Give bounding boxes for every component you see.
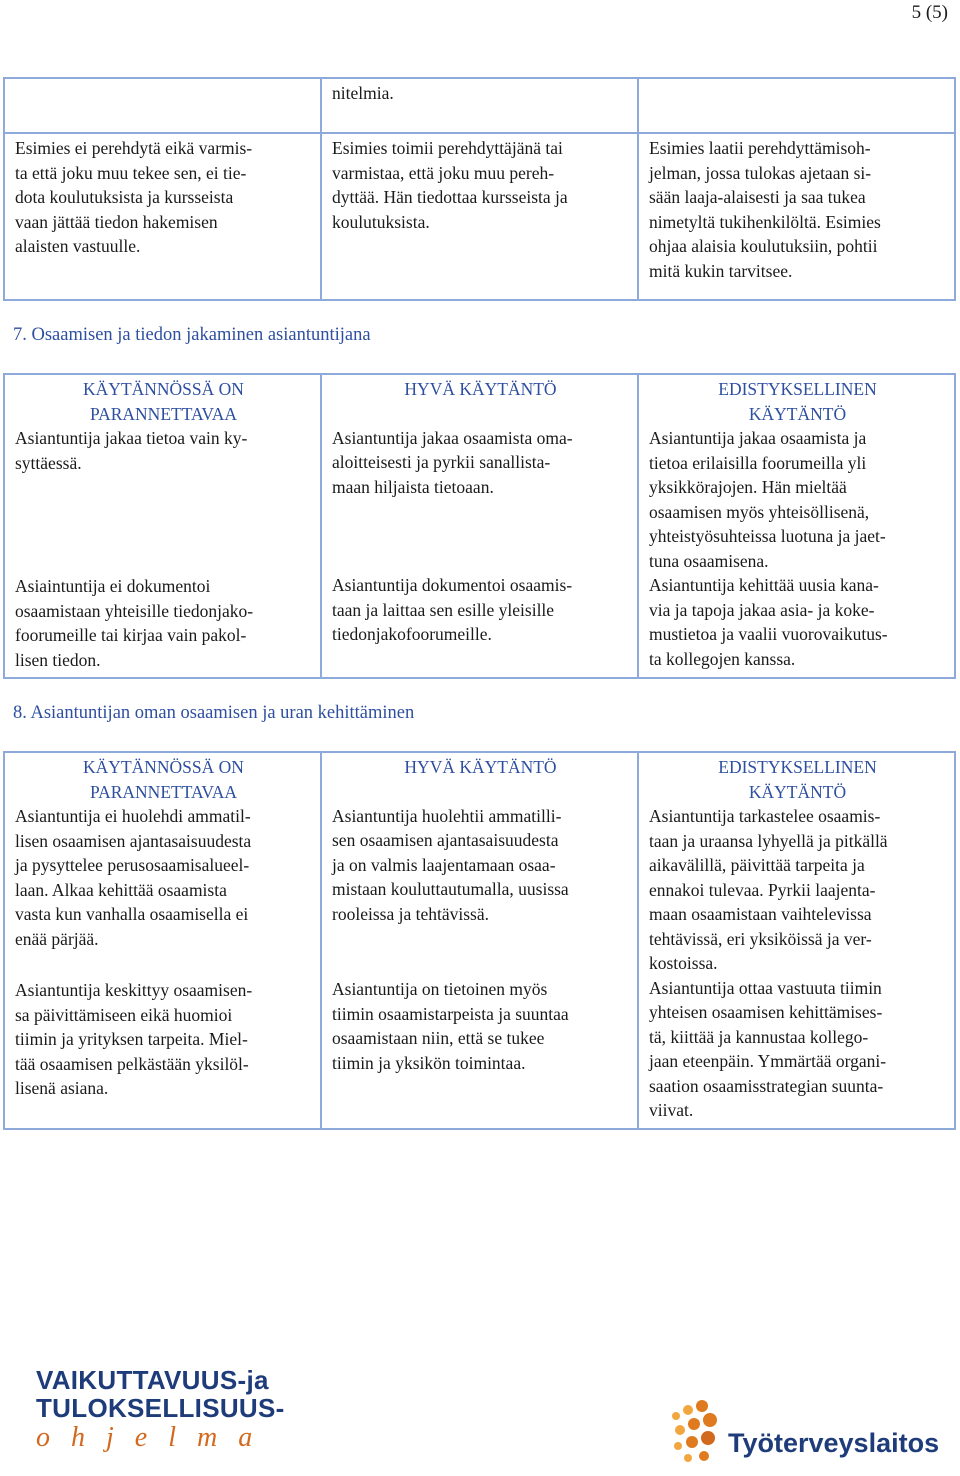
text-line: ja pysyttelee perusosaamisalueel- (15, 855, 250, 875)
text-line: ennakoi tulevaa. Pyrkii laajenta- (649, 879, 876, 900)
text-line: sään laaja-alaisesti ja saa tukea (649, 187, 866, 207)
cell-top-1 (4, 78, 321, 133)
text-line: tehtävissä, eri yksiköissä ja ver- (649, 928, 872, 949)
text-line: Asiaintuntija ei dokumentoi (15, 576, 211, 596)
text-line: osaamistaan niin, että se tukee (332, 1028, 545, 1048)
continuation-text: nitelmia. (332, 83, 394, 103)
text-line: yhteisen osaamisen kehittämises- (649, 1002, 883, 1022)
column-header: HYVÄ KÄYTÄNTÖ (404, 379, 557, 399)
column-header: EDISTYKSELLINEN (718, 757, 877, 777)
text-line: Asiantuntija on tietoinen myös (332, 979, 548, 999)
text-line: tietoa erilaisilla foorumeilla yli (649, 452, 867, 473)
section-8-heading: 8. Asiantuntijan oman osaamisen ja uran kehittäminen (13, 703, 415, 723)
text-line: Asiantuntija ottaa vastuuta tiimin (649, 977, 882, 998)
logo-line-2: TULOKSELLISUUS- (36, 1393, 285, 1423)
program-logo (36, 1366, 306, 1461)
text-line: saation osaamisstrategian suunta- (649, 1075, 884, 1096)
column-header: EDISTYKSELLINEN (718, 379, 877, 399)
text-line: taan ja laittaa sen esille yleisille (332, 599, 555, 620)
text-line: lisen tiedon. (15, 649, 101, 670)
column-header: PARANNETTAVAA (89, 781, 238, 802)
text-line: nimetyltä tukihenkilöltä. Esimies (649, 211, 881, 232)
text-line: mustietoa ja vaalii vuorovaikutus- (649, 624, 888, 644)
text-line: alaisten vastuulle. (15, 236, 141, 256)
text-line: vaan jättää tiedon hakemisen (15, 211, 218, 232)
dots-logo-icon (668, 1388, 728, 1466)
column-header: KÄYTÄNTÖ (748, 403, 847, 424)
text-line: syttäessä. (15, 452, 82, 473)
text-line: sen osaamisen ajantasaisuudesta (332, 830, 559, 850)
cell-top-3 (638, 78, 955, 133)
text-line: rooleissa ja tehtävissä. (332, 903, 489, 924)
text-line: ohjaa alaisia koulutuksiin, pohtii (649, 236, 878, 256)
text-line: Asiantuntija tarkastelee osaamis- (649, 806, 881, 826)
text-line: foorumeille tai kirjaa vain pakol- (15, 625, 247, 645)
text-line: Asiantuntija kehittää uusia kana- (649, 575, 879, 595)
text-line: tiedonjakofoorumeille. (332, 624, 492, 644)
column-header: KÄYTÄNTÖ (748, 781, 847, 802)
cell-needs-improvement (4, 133, 321, 300)
text-line: Esimies laatii perehdyttämisoh- (649, 138, 871, 158)
text-line: lisen osaamisen ajantasaisuudesta (15, 830, 252, 851)
text-line: taan ja uraansa lyhyellä ja pitkällä (649, 830, 888, 851)
logo-line-3: ohjelma (36, 1422, 274, 1453)
table-section-7 (3, 373, 956, 679)
text-line: mistaan kouluttautumalla, uusissa (332, 879, 569, 899)
text-line: Asiantuntija huolehtii ammatilli- (332, 805, 562, 826)
text-line: Esimies ei perehdytä eikä varmis- (15, 138, 253, 158)
text-line: aikavälillä, päivittää tarpeita ja (649, 855, 865, 875)
text-line: dyttää. Hän tiedottaa kursseista ja (332, 187, 568, 207)
text-line: vasta kun vanhalla osaamisella ei (15, 904, 249, 924)
table-section-8 (3, 751, 956, 1130)
text-line: jelman, jossa tulokas ajetaan si- (649, 162, 872, 183)
text-line: yksikkörajojen. Hän mieltää (649, 477, 847, 497)
text-line: maan osaamistaan vaihtelevissa (649, 904, 872, 924)
text-line: aloitteisesti ja pyrkii sanallista- (332, 452, 551, 472)
page-number: 5 (5) (911, 2, 948, 23)
text-line: Asiantuntija jakaa tietoa vain ky- (15, 428, 248, 448)
text-line: Esimies toimii perehdyttäjänä tai (332, 138, 563, 158)
text-line: Asiantuntija jakaa osaamista ja (649, 428, 867, 448)
text-line: ja on valmis laajentamaan osaa- (332, 854, 556, 875)
text-line: Asiantuntija dokumentoi osaamis- (332, 575, 573, 595)
cell-advanced-practice (638, 133, 955, 300)
text-line: ta että joku muu tekee sen, ei tie- (15, 162, 247, 183)
cell-s7-advanced-practice (638, 374, 955, 678)
text-line: osaamisen myös yhteisöllisenä, (649, 501, 870, 522)
text-line: viivat. (649, 1100, 694, 1120)
text-line: osaamistaan yhteisille tiedonjako- (15, 600, 254, 621)
text-line: mitä kukin tarvitsee. (649, 260, 793, 281)
section-7-heading: 7. Osaamisen ja tiedon jakaminen asiantuntijana (13, 325, 371, 345)
text-line: laan. Alkaa kehittää osaamista (15, 879, 227, 900)
institute-name: Työterveyslaitos (728, 1428, 940, 1458)
cell-good-practice (321, 133, 638, 300)
text-line: varmistaa, että joku muu pereh- (332, 162, 555, 183)
text-line: tuna osaamisena. (649, 550, 769, 571)
text-line: lisenä asiana. (15, 1078, 109, 1098)
column-header: PARANNETTAVAA (89, 403, 238, 424)
column-header: KÄYTÄNNÖSSÄ ON (83, 757, 244, 777)
text-line: tää osaamisen pelkästään yksilöl- (15, 1053, 249, 1074)
text-line: jaan eteenpäin. Ymmärtää organi- (649, 1051, 887, 1071)
table-supervisor-orientation (3, 77, 956, 301)
text-line: sa päivittämiseen eikä huomioi (15, 1004, 233, 1025)
text-line: tä, kiittää ja kannustaa kollego- (649, 1026, 869, 1047)
text-line: maan hiljaista tietoaan. (332, 476, 494, 497)
text-line: via ja tapoja jakaa asia- ja koke- (649, 599, 875, 620)
text-line: tiimin ja yrityksen tarpeita. Miel- (15, 1029, 248, 1049)
text-line: Asiantuntija ei huolehdi ammatil- (15, 806, 251, 826)
text-line: ta kollegojen kanssa. (649, 648, 796, 669)
cell-s8-advanced-practice (638, 752, 955, 1129)
text-line: tiimin ja yksikön toimintaa. (332, 1052, 526, 1073)
cell-s8-good-practice (321, 752, 638, 1129)
column-header: KÄYTÄNNÖSSÄ ON (83, 379, 244, 399)
text-line: dota koulutuksista ja kursseista (15, 187, 234, 207)
text-line: kostoissa. (649, 953, 718, 973)
text-line: Asiantuntija keskittyy osaamisen- (15, 980, 253, 1000)
column-header: HYVÄ KÄYTÄNTÖ (404, 757, 557, 777)
cell-s7-needs-improvement (4, 374, 321, 678)
text-line: koulutuksista. (332, 211, 430, 232)
cell-s7-good-practice (321, 374, 638, 678)
text-line: tiimin osaamistarpeista ja suuntaa (332, 1003, 569, 1024)
text-line: Asiantuntija jakaa osaamista oma- (332, 427, 573, 448)
cell-top-2 (321, 78, 638, 133)
cell-s8-needs-improvement (4, 752, 321, 1129)
text-line: enää pärjää. (15, 928, 99, 949)
logo-line-1: VAIKUTTAVUUS-ja (36, 1365, 269, 1395)
text-line: yhteistyösuhteissa luotuna ja jaet- (649, 526, 886, 546)
institute-logo (668, 1388, 948, 1466)
